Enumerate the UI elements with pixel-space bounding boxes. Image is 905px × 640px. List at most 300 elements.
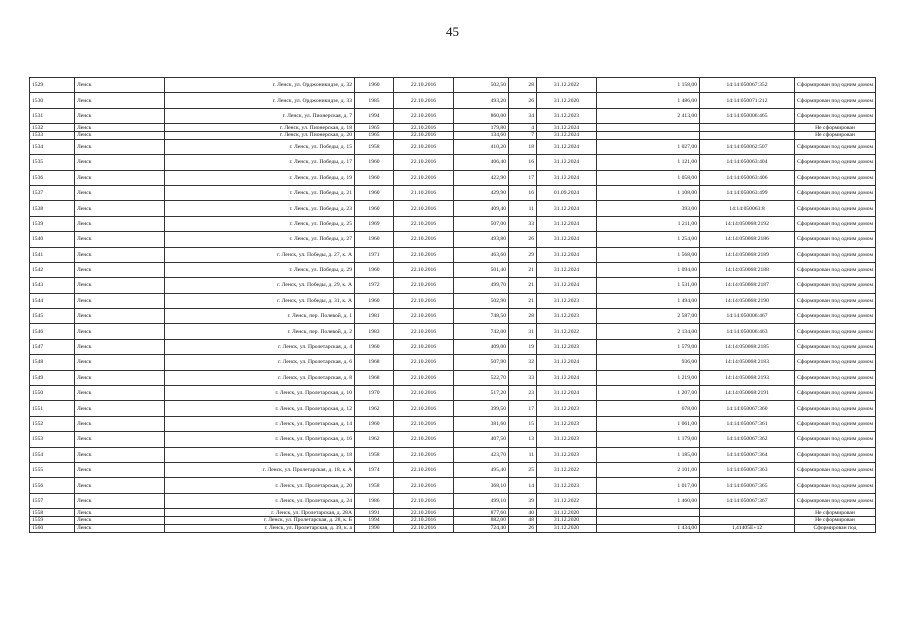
cell-value: 1 185,00	[597, 447, 700, 462]
cell-date: 22.10.2016	[394, 124, 454, 132]
cell-value: 1 494,00	[597, 293, 700, 308]
cell-number: 1540	[30, 232, 75, 247]
cell-area: 407,50	[454, 432, 509, 447]
cell-date: 22.10.2016	[394, 478, 454, 493]
cell-deadline: 31.12.2020	[537, 509, 597, 517]
cell-cadastral: 14:14:050067:363	[700, 462, 795, 477]
cell-value: 2 587,00	[597, 309, 700, 324]
cell-value: 1 017,00	[597, 478, 700, 493]
cell-date: 22.10.2016	[394, 78, 454, 93]
cell-status: Не сформирован	[795, 509, 876, 517]
cell-date: 22.10.2016	[394, 370, 454, 385]
cell-number: 1550	[30, 386, 75, 401]
cell-year: 1969	[355, 216, 394, 231]
cell-area: 493,20	[454, 93, 509, 108]
cell-deadline: 31.12.2024	[537, 201, 597, 216]
cell-count: 26	[509, 524, 537, 532]
cell-address: г. Ленск, ул. Победы, д. 19	[165, 170, 355, 185]
table-row	[30, 509, 876, 517]
cell-status: Сформирован под одним домом	[795, 155, 876, 170]
cell-date: 22.10.2016	[394, 278, 454, 293]
cell-deadline: 31.12.2023	[537, 339, 597, 354]
cell-status: Сформирован под одним домом	[795, 493, 876, 508]
cell-value: 1 486,00	[597, 93, 700, 108]
cell-count: 32	[509, 355, 537, 370]
cell-deadline: 31.12.2024	[537, 139, 597, 154]
cell-count: 21	[509, 278, 537, 293]
cell-date: 22.10.2016	[394, 401, 454, 416]
cell-count: 14	[509, 478, 537, 493]
cell-cadastral: 14:14:050067:364	[700, 447, 795, 462]
cell-area: 742,00	[454, 324, 509, 339]
cell-value: 1 434,00	[597, 524, 700, 532]
cell-deadline: 31.12.2020	[537, 516, 597, 524]
cell-number: 1548	[30, 355, 75, 370]
housing-table	[29, 77, 876, 533]
cell-year: 1983	[355, 324, 394, 339]
cell-deadline: 31.12.2023	[537, 478, 597, 493]
table-row	[30, 293, 876, 308]
table-row	[30, 447, 876, 462]
table-row	[30, 493, 876, 508]
cell-year: 1960	[355, 78, 394, 93]
cell-cadastral: 14:14:050068:2189	[700, 247, 795, 262]
cell-address: г. Ленск, ул. Пролетарская, д. 18, к. А	[165, 462, 355, 477]
cell-number: 1557	[30, 493, 75, 508]
cell-status: Сформирован под одним домом	[795, 462, 876, 477]
cell-year: 1962	[355, 432, 394, 447]
cell-settlement: Ленск	[75, 293, 165, 308]
table-row	[30, 139, 876, 154]
cell-number: 1559	[30, 516, 75, 524]
table-row	[30, 324, 876, 339]
cell-area: 381,60	[454, 416, 509, 431]
cell-deadline: 31.12.2024	[537, 386, 597, 401]
cell-year: 1960	[355, 339, 394, 354]
table-row	[30, 247, 876, 262]
cell-cadastral: 14:14:050067:360	[700, 401, 795, 416]
cell-count: 7	[509, 131, 537, 139]
cell-area: 463,60	[454, 247, 509, 262]
cell-status: Сформирован под одним домом	[795, 93, 876, 108]
cell-cadastral: 14:14:050067:362	[700, 432, 795, 447]
cell-address: г. Ленск, ул. Победы, д. 27, к. А	[165, 247, 355, 262]
cell-address: г. Ленск, ул. Пролетарская, д. 28А	[165, 509, 355, 517]
cell-date: 22.10.2016	[394, 170, 454, 185]
cell-number: 1549	[30, 370, 75, 385]
cell-cadastral: 14:14:050006:465	[700, 108, 795, 123]
cell-status: Сформирован под одним домом	[795, 232, 876, 247]
cell-number: 1537	[30, 185, 75, 200]
cell-cadastral: 14:14:050068:2190	[700, 293, 795, 308]
cell-address: г. Ленск, ул. Пролетарская, д. 4	[165, 339, 355, 354]
cell-number: 1538	[30, 201, 75, 216]
cell-count: 31	[509, 324, 537, 339]
cell-date: 22.10.2016	[394, 447, 454, 462]
cell-cadastral	[700, 131, 795, 139]
cell-settlement: Ленск	[75, 432, 165, 447]
cell-value: 1 211,00	[597, 216, 700, 231]
cell-number: 1546	[30, 324, 75, 339]
cell-date: 22.10.2016	[394, 355, 454, 370]
cell-address: г. Ленск, ул. Пролетарская, д. 14	[165, 416, 355, 431]
cell-area: 860,00	[454, 108, 509, 123]
cell-settlement: Ленск	[75, 93, 165, 108]
cell-year: 1960	[355, 293, 394, 308]
cell-count: 23	[509, 386, 537, 401]
cell-address: г. Ленск, ул. Пролетарская, д. 28, к. Б	[165, 516, 355, 524]
cell-deadline: 31.12.2020	[537, 93, 597, 108]
cell-value: 2 101,00	[597, 462, 700, 477]
cell-year: 1960	[355, 416, 394, 431]
cell-year: 1960	[355, 155, 394, 170]
cell-cadastral: 14:14:050068:2187	[700, 278, 795, 293]
cell-area: 410,20	[454, 139, 509, 154]
cell-status: Сформирован под	[795, 524, 876, 532]
cell-status: Сформирован под одним домом	[795, 355, 876, 370]
cell-date: 22.10.2016	[394, 131, 454, 139]
cell-address: г. Ленск, ул. Пионерская, д. 20	[165, 131, 355, 139]
cell-count: 16	[509, 155, 537, 170]
cell-status: Сформирован под одним домом	[795, 262, 876, 277]
cell-deadline: 31.12.2022	[537, 462, 597, 477]
cell-area: 507,90	[454, 355, 509, 370]
cell-address: г. Ленск, ул. Победы, д. 15	[165, 139, 355, 154]
cell-value: 1 531,00	[597, 278, 700, 293]
table-row	[30, 131, 876, 139]
cell-deadline: 31.12.2022	[537, 78, 597, 93]
cell-area: 502,90	[454, 293, 509, 308]
cell-cadastral	[700, 516, 795, 524]
cell-date: 22.10.2016	[394, 108, 454, 123]
cell-value: 1 108,00	[597, 185, 700, 200]
cell-number: 1542	[30, 262, 75, 277]
cell-count: 21	[509, 262, 537, 277]
cell-deadline: 31.12.2024	[537, 232, 597, 247]
cell-area: 724,40	[454, 524, 509, 532]
cell-value: 1 027,00	[597, 139, 700, 154]
cell-cadastral: 1,41405E+12	[700, 524, 795, 532]
page-number: 45	[446, 24, 459, 39]
cell-status: Сформирован под одним домом	[795, 386, 876, 401]
cell-area: 493,80	[454, 232, 509, 247]
cell-number: 1553	[30, 432, 75, 447]
table-row	[30, 478, 876, 493]
cell-year: 1985	[355, 93, 394, 108]
cell-number: 1539	[30, 216, 75, 231]
cell-cadastral: 14:14:050071:212	[700, 93, 795, 108]
cell-status: Не сформирован	[795, 124, 876, 132]
cell-number: 1545	[30, 309, 75, 324]
cell-settlement: Ленск	[75, 201, 165, 216]
cell-cadastral: 14:14:050068:2186	[700, 232, 795, 247]
cell-value: 393,00	[597, 201, 700, 216]
cell-number: 1551	[30, 401, 75, 416]
table-row	[30, 339, 876, 354]
table-row	[30, 386, 876, 401]
cell-deadline: 31.12.2020	[537, 524, 597, 532]
cell-settlement: Ленск	[75, 247, 165, 262]
cell-value: 1 568,00	[597, 247, 700, 262]
cell-date: 22.10.2016	[394, 93, 454, 108]
cell-value: 1 219,00	[597, 370, 700, 385]
cell-cadastral: 14:14:050068:2183	[700, 355, 795, 370]
cell-address: г. Ленск, ул. Пионерская, д. 7	[165, 108, 355, 123]
cell-year: 1960	[355, 262, 394, 277]
cell-status: Сформирован под одним домом	[795, 185, 876, 200]
cell-year: 1994	[355, 108, 394, 123]
cell-cadastral: 14:14:050067:352	[700, 78, 795, 93]
cell-number: 1554	[30, 447, 75, 462]
cell-area: 507,00	[454, 216, 509, 231]
cell-value: 1 094,00	[597, 262, 700, 277]
cell-address: г. Ленск, ул. Победы, д. 29	[165, 262, 355, 277]
cell-number: 1547	[30, 339, 75, 354]
cell-date: 22.10.2016	[394, 386, 454, 401]
cell-address: г. Ленск, ул. Победы, д. 27	[165, 232, 355, 247]
cell-settlement: Ленск	[75, 386, 165, 401]
cell-year: 1958	[355, 447, 394, 462]
cell-deadline: 31.12.2024	[537, 155, 597, 170]
cell-date: 22.10.2016	[394, 232, 454, 247]
cell-value: 2 134,00	[597, 324, 700, 339]
cell-address: г. Ленск, ул. Пролетарская, д. 24	[165, 493, 355, 508]
cell-date: 22.10.2016	[394, 201, 454, 216]
cell-settlement: Ленск	[75, 278, 165, 293]
cell-cadastral: 14:14:050068:2192	[700, 216, 795, 231]
cell-year: 1965	[355, 124, 394, 132]
cell-status: Сформирован под одним домом	[795, 401, 876, 416]
cell-date: 22.10.2016	[394, 432, 454, 447]
cell-deadline: 31.12.2023	[537, 447, 597, 462]
cell-cadastral: 14:14:050006:463	[700, 324, 795, 339]
cell-date: 22.10.2016	[394, 493, 454, 508]
cell-status: Сформирован под одним домом	[795, 247, 876, 262]
cell-number: 1530	[30, 93, 75, 108]
cell-status: Сформирован под одним домом	[795, 201, 876, 216]
cell-status: Не сформирован	[795, 516, 876, 524]
cell-settlement: Ленск	[75, 462, 165, 477]
cell-number: 1544	[30, 293, 75, 308]
cell-date: 21.10.2016	[394, 185, 454, 200]
cell-address: г. Ленск, ул. Орджоникидзе, д. 33	[165, 93, 355, 108]
cell-deadline: 31.12.2023	[537, 108, 597, 123]
cell-year: 1962	[355, 401, 394, 416]
cell-status: Не сформирован	[795, 131, 876, 139]
cell-count: 29	[509, 247, 537, 262]
cell-settlement: Ленск	[75, 139, 165, 154]
cell-number: 1541	[30, 247, 75, 262]
cell-count: 11	[509, 201, 537, 216]
cell-area: 179,80	[454, 124, 509, 132]
cell-status: Сформирован под одним домом	[795, 432, 876, 447]
cell-year: 1960	[355, 185, 394, 200]
cell-number: 1536	[30, 170, 75, 185]
cell-value: 1 061,00	[597, 416, 700, 431]
cell-cadastral: 14:14:050063:404	[700, 155, 795, 170]
cell-cadastral	[700, 509, 795, 517]
table-row	[30, 370, 876, 385]
cell-settlement: Ленск	[75, 131, 165, 139]
cell-count: 15	[509, 416, 537, 431]
cell-deadline: 31.12.2023	[537, 309, 597, 324]
cell-area: 501,40	[454, 262, 509, 277]
cell-number: 1543	[30, 278, 75, 293]
table-row	[30, 524, 876, 532]
cell-address: г. Ленск, ул. Пролетарская, д. 16	[165, 432, 355, 447]
table-row	[30, 124, 876, 132]
cell-date: 22.10.2016	[394, 324, 454, 339]
cell-settlement: Ленск	[75, 516, 165, 524]
housing-table-container	[29, 77, 875, 533]
cell-count: 48	[509, 516, 537, 524]
cell-deadline: 31.12.2023	[537, 416, 597, 431]
cell-deadline: 31.12.2024	[537, 355, 597, 370]
cell-address: г. Ленск, ул. Победы, д. 17	[165, 155, 355, 170]
cell-value: 1 121,00	[597, 155, 700, 170]
cell-number: 1532	[30, 124, 75, 132]
cell-count: 33	[509, 370, 537, 385]
cell-address: г. Ленск, ул. Орджоникидзе, д. 32	[165, 78, 355, 93]
cell-date: 22.10.2016	[394, 462, 454, 477]
cell-area: 877,60	[454, 509, 509, 517]
cell-settlement: Ленск	[75, 370, 165, 385]
cell-cadastral: 14:14:050063:499	[700, 185, 795, 200]
cell-settlement: Ленск	[75, 401, 165, 416]
cell-settlement: Ленск	[75, 216, 165, 231]
cell-value: 1 579,00	[597, 339, 700, 354]
cell-year: 1968	[355, 355, 394, 370]
table-row	[30, 78, 876, 93]
cell-cadastral: 14:14:050006:467	[700, 309, 795, 324]
cell-address: г. Ленск, ул. Пролетарская, д. 6	[165, 355, 355, 370]
cell-settlement: Ленск	[75, 232, 165, 247]
cell-value	[597, 509, 700, 517]
cell-date: 22.10.2016	[394, 247, 454, 262]
cell-count: 16	[509, 185, 537, 200]
cell-area: 522,70	[454, 370, 509, 385]
cell-value	[597, 131, 700, 139]
cell-count: 39	[509, 493, 537, 508]
cell-address: г. Ленск, ул. Пионерская, д. 18	[165, 124, 355, 132]
cell-settlement: Ленск	[75, 478, 165, 493]
cell-number: 1560	[30, 524, 75, 532]
cell-cadastral: 14:14:050063:406	[700, 170, 795, 185]
table-row	[30, 262, 876, 277]
cell-settlement: Ленск	[75, 124, 165, 132]
cell-settlement: Ленск	[75, 309, 165, 324]
cell-area: 409,00	[454, 339, 509, 354]
cell-date: 22.10.2016	[394, 139, 454, 154]
cell-count: 18	[509, 139, 537, 154]
cell-address: г. Ленск, пер. Полевой, д. 2	[165, 324, 355, 339]
cell-area: 409,40	[454, 201, 509, 216]
cell-area: 399,50	[454, 401, 509, 416]
cell-status: Сформирован под одним домом	[795, 416, 876, 431]
cell-deadline: 31.12.2024	[537, 278, 597, 293]
cell-settlement: Ленск	[75, 416, 165, 431]
cell-date: 22.10.2016	[394, 293, 454, 308]
cell-settlement: Ленск	[75, 108, 165, 123]
cell-number: 1531	[30, 108, 75, 123]
cell-address: г. Ленск, ул. Пролетарская, д. 12	[165, 401, 355, 416]
cell-address: г. Ленск, ул. Пролетарская, д. 10	[165, 386, 355, 401]
cell-year: 1968	[355, 370, 394, 385]
cell-deadline: 31.12.2022	[537, 324, 597, 339]
cell-number: 1558	[30, 509, 75, 517]
cell-year: 1991	[355, 509, 394, 517]
table-row	[30, 462, 876, 477]
cell-status: Сформирован под одним домом	[795, 309, 876, 324]
cell-deadline: 31.12.2024	[537, 216, 597, 231]
cell-number: 1533	[30, 131, 75, 139]
cell-settlement: Ленск	[75, 447, 165, 462]
cell-value: 1 179,00	[597, 432, 700, 447]
cell-date: 22.10.2016	[394, 262, 454, 277]
cell-date: 22.10.2016	[394, 509, 454, 517]
cell-area: 517,20	[454, 386, 509, 401]
table-body	[30, 78, 876, 533]
cell-status: Сформирован под одним домом	[795, 278, 876, 293]
cell-cadastral: 14:14:050068:2193	[700, 370, 795, 385]
cell-address: г. Ленск, ул. Победы, д. 29, к. А	[165, 278, 355, 293]
cell-count: 4	[509, 124, 537, 132]
cell-settlement: Ленск	[75, 524, 165, 532]
cell-settlement: Ленск	[75, 262, 165, 277]
cell-deadline: 31.12.2024	[537, 131, 597, 139]
cell-status: Сформирован под одним домом	[795, 216, 876, 231]
cell-value: 1 058,00	[597, 170, 700, 185]
cell-count: 11	[509, 447, 537, 462]
cell-value	[597, 124, 700, 132]
cell-value: 2 413,00	[597, 108, 700, 123]
cell-count: 17	[509, 401, 537, 416]
cell-year: 1965	[355, 131, 394, 139]
cell-cadastral: 14:14:050068:2185	[700, 339, 795, 354]
cell-year: 1981	[355, 309, 394, 324]
cell-deadline: 31.12.2023	[537, 432, 597, 447]
cell-count: 17	[509, 170, 537, 185]
table-row	[30, 216, 876, 231]
cell-count: 28	[509, 78, 537, 93]
cell-number: 1556	[30, 478, 75, 493]
table-row	[30, 278, 876, 293]
cell-deadline: 31.12.2024	[537, 124, 597, 132]
cell-value: 1 158,00	[597, 78, 700, 93]
table-row	[30, 232, 876, 247]
cell-value: 678,00	[597, 401, 700, 416]
cell-settlement: Ленск	[75, 170, 165, 185]
cell-address: г. Ленск, ул. Пролетарская, д. 8	[165, 370, 355, 385]
cell-area: 429,90	[454, 185, 509, 200]
cell-settlement: Ленск	[75, 185, 165, 200]
cell-year: 1960	[355, 201, 394, 216]
cell-value: 1 460,00	[597, 493, 700, 508]
cell-status: Сформирован под одним домом	[795, 324, 876, 339]
cell-settlement: Ленск	[75, 355, 165, 370]
cell-area: 422,90	[454, 170, 509, 185]
cell-year: 1958	[355, 478, 394, 493]
cell-area: 406,40	[454, 155, 509, 170]
cell-date: 22.10.2016	[394, 155, 454, 170]
cell-value	[597, 516, 700, 524]
cell-year: 1970	[355, 386, 394, 401]
cell-area: 502,50	[454, 78, 509, 93]
cell-date: 22.10.2016	[394, 216, 454, 231]
table-row	[30, 416, 876, 431]
cell-cadastral	[700, 124, 795, 132]
cell-number: 1534	[30, 139, 75, 154]
